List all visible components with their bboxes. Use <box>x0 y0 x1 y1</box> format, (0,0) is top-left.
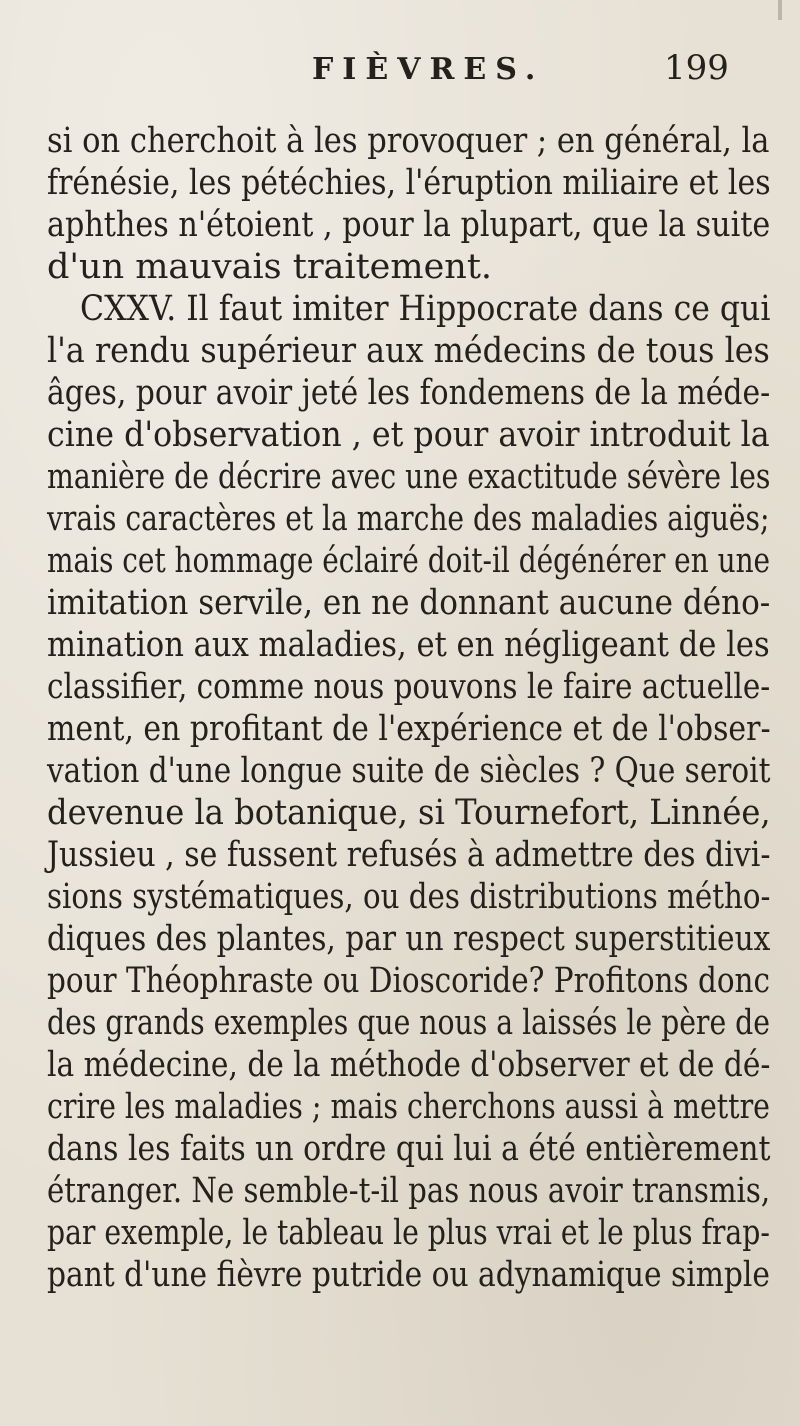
page-edge-mark <box>778 0 782 20</box>
text-line: pour Théophraste ou Dioscoride? Profitons donc <box>47 961 770 1001</box>
text-line: des grands exemples que nous a laissés le père de <box>47 1003 771 1043</box>
text-line: manière de décrire avec une exactitude sévère les <box>47 457 771 497</box>
text-line: aphthes n'étoient , pour la plupart, que la suite <box>47 205 771 245</box>
text-line: par exemple, le tableau le plus vrai et le plus frap- <box>47 1213 770 1253</box>
page-header <box>0 44 800 104</box>
text-line: vation d'une longue suite de siècles ? Que seroit <box>47 751 771 791</box>
page-number: 199 <box>664 48 729 88</box>
text-line: ment, en profitant de l'expérience et de l'obser- <box>47 709 771 749</box>
text-line: d'un mauvais traitement. <box>47 247 493 287</box>
text-line: vrais caractères et la marche des maladies aiguës; <box>47 499 770 539</box>
running-head: FIÈVRES. <box>312 52 545 87</box>
text-line: cine d'observation , et pour avoir introduit la <box>47 415 770 455</box>
text-line: sions systématiques, ou des distributions métho- <box>47 877 771 917</box>
text-line: âges, pour avoir jeté les fondemens de la méde- <box>47 373 771 413</box>
text-line: dans les faits un ordre qui lui a été entièrement <box>47 1129 771 1169</box>
text-line: frénésie, les pétéchies, l'éruption miliaire et les <box>47 163 771 203</box>
text-line: Jussieu , se fussent refusés à admettre des divi- <box>47 835 771 875</box>
text-line: l'a rendu supérieur aux médecins de tous les <box>47 331 770 371</box>
text-line: classifier, comme nous pouvons le faire actuelle- <box>47 667 771 707</box>
text-line: pant d'une fièvre putride ou adynamique simple <box>47 1255 770 1295</box>
text-line: crire les maladies ; mais cherchons aussi à mettre <box>47 1087 770 1127</box>
text-line: diques des plantes, par un respect superstitieux <box>47 919 771 959</box>
text-line: mais cet hommage éclairé doit-il dégénérer en une <box>47 541 771 581</box>
text-line: devenue la botanique, si Tournefort, Linnée, <box>47 793 771 833</box>
text-line: mination aux maladies, et en négligeant de les <box>47 625 770 665</box>
section-heading-line: CXXV. Il faut imiter Hippocrate dans ce qui <box>80 289 771 329</box>
text-line: étranger. Ne semble-t-il pas nous avoir transmis, <box>47 1171 771 1211</box>
text-line: la médecine, de la méthode d'observer et de dé- <box>47 1045 771 1085</box>
text-line: si on cherchoit à les provoquer ; en général, la <box>47 121 770 161</box>
text-line: imitation servile, en ne donnant aucune déno- <box>47 583 771 623</box>
